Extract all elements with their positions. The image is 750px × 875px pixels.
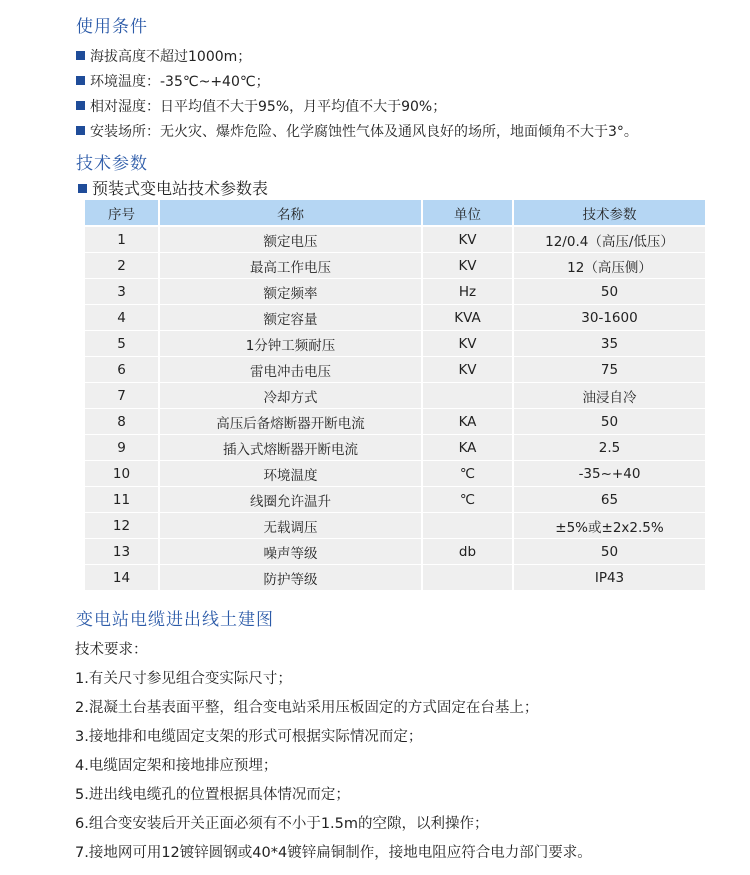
cell-unit: Hz	[423, 278, 512, 304]
square-bullet-icon	[76, 76, 85, 85]
cell-name: 防护等级	[160, 564, 421, 590]
cell-unit: KA	[423, 408, 512, 434]
cell-name: 雷电冲击电压	[160, 356, 421, 382]
cell-value: 75	[514, 356, 705, 382]
cell-index: 11	[85, 486, 158, 512]
square-bullet-icon	[78, 184, 87, 193]
cell-value: 油浸自冷	[514, 382, 705, 408]
cell-name: 插入式熔断器开断电流	[160, 434, 421, 460]
cell-index: 3	[85, 278, 158, 304]
requirement-item: 5.进出线电缆孔的位置根据具体情况而定；	[75, 787, 350, 803]
cell-value: 50	[514, 408, 705, 434]
cell-name: 噪声等级	[160, 538, 421, 564]
requirement-item: 3.接地排和电缆固定支架的形式可根据实际情况而定；	[75, 729, 423, 745]
cell-unit: KVA	[423, 304, 512, 330]
cell-value: 12/0.4（高压/低压）	[514, 225, 705, 252]
requirements-label: 技术要求：	[75, 642, 148, 658]
cell-index: 10	[85, 460, 158, 486]
table-row	[85, 460, 705, 486]
table-title	[78, 176, 268, 199]
cell-unit: KV	[423, 330, 512, 356]
cell-index: 9	[85, 434, 158, 460]
requirement-item: 2.混凝土台基表面平整，组合变电站采用压板固定的方式固定在台基上；	[75, 700, 539, 716]
cell-unit: KA	[423, 434, 512, 460]
cable-title: 变电站电缆进出线土建图	[76, 610, 274, 630]
cell-value: 50	[514, 538, 705, 564]
cell-name: 线圈允许温升	[160, 486, 421, 512]
cell-index: 4	[85, 304, 158, 330]
table-row	[85, 538, 705, 564]
table-row	[85, 382, 705, 408]
table-row	[85, 252, 705, 278]
condition-text: 相对湿度：日平均值不大于95%，月平均值不大于90%；	[90, 99, 447, 115]
cell-name: 冷却方式	[160, 382, 421, 408]
table-header-row	[85, 200, 705, 225]
table-row	[85, 304, 705, 330]
table-row	[85, 512, 705, 538]
condition-text: 海拔高度不超过1000m；	[90, 49, 252, 65]
condition-item	[76, 46, 251, 66]
table-row	[85, 225, 705, 252]
cell-name: 额定电压	[160, 225, 421, 252]
condition-item	[76, 96, 446, 116]
cell-unit	[423, 564, 512, 590]
cell-name: 环境温度	[160, 460, 421, 486]
cell-name: 无载调压	[160, 512, 421, 538]
cell-index: 13	[85, 538, 158, 564]
header-index: 序号	[85, 200, 158, 225]
table-row	[85, 408, 705, 434]
header-value: 技术参数	[514, 200, 705, 225]
cell-value: -35~+40	[514, 460, 705, 486]
cell-unit: ℃	[423, 486, 512, 512]
table-row	[85, 434, 705, 460]
cell-index: 14	[85, 564, 158, 590]
condition-text: 环境温度：-35℃~+40℃；	[90, 74, 270, 90]
cell-unit: KV	[423, 252, 512, 278]
condition-item	[76, 71, 270, 91]
cell-unit: ℃	[423, 460, 512, 486]
cell-name: 1分钟工频耐压	[160, 330, 421, 356]
table-row	[85, 564, 705, 590]
cell-name: 额定容量	[160, 304, 421, 330]
table-row	[85, 278, 705, 304]
table-row	[85, 486, 705, 512]
conditions-title: 使用条件	[76, 17, 148, 37]
requirement-item: 6.组合变安装后开关正面必须有不小于1.5m的空隙，以利操作；	[75, 816, 489, 832]
square-bullet-icon	[76, 101, 85, 110]
cell-value: 65	[514, 486, 705, 512]
square-bullet-icon	[76, 126, 85, 135]
table-title-text: 预装式变电站技术参数表	[92, 179, 269, 198]
header-unit: 单位	[423, 200, 512, 225]
condition-item	[76, 121, 638, 141]
cell-index: 12	[85, 512, 158, 538]
cell-unit: db	[423, 538, 512, 564]
cell-index: 5	[85, 330, 158, 356]
cell-name: 额定频率	[160, 278, 421, 304]
cell-value: IP43	[514, 564, 705, 590]
cell-index: 8	[85, 408, 158, 434]
cell-value: 30-1600	[514, 304, 705, 330]
cell-unit	[423, 512, 512, 538]
cell-value: 50	[514, 278, 705, 304]
cell-value: 12（高压侧）	[514, 252, 705, 278]
cell-unit	[423, 382, 512, 408]
cell-index: 1	[85, 225, 158, 252]
table-row	[85, 330, 705, 356]
condition-text: 安装场所：无火灾、爆炸危险、化学腐蚀性气体及通风良好的场所，地面倾角不大于3°。	[90, 124, 638, 140]
cell-value: 35	[514, 330, 705, 356]
cell-name: 最高工作电压	[160, 252, 421, 278]
requirement-item: 7.接地网可用12镀锌圆钢或40*4镀锌扁铜制作，接地电阻应符合电力部门要求。	[75, 845, 592, 861]
cell-index: 2	[85, 252, 158, 278]
cell-index: 7	[85, 382, 158, 408]
cell-value: 2.5	[514, 434, 705, 460]
parameters-table	[83, 200, 707, 590]
cell-unit: KV	[423, 356, 512, 382]
requirement-item: 4.电缆固定架和接地排应预埋；	[75, 758, 278, 774]
cell-name: 高压后备熔断器开断电流	[160, 408, 421, 434]
header-name: 名称	[160, 200, 421, 225]
square-bullet-icon	[76, 51, 85, 60]
table-row	[85, 356, 705, 382]
tech-title: 技术参数	[76, 154, 148, 174]
requirement-item: 1.有关尺寸参见组合变实际尺寸；	[75, 671, 292, 687]
cell-index: 6	[85, 356, 158, 382]
cell-value: ±5%或±2x2.5%	[514, 512, 705, 538]
cell-unit: KV	[423, 225, 512, 252]
